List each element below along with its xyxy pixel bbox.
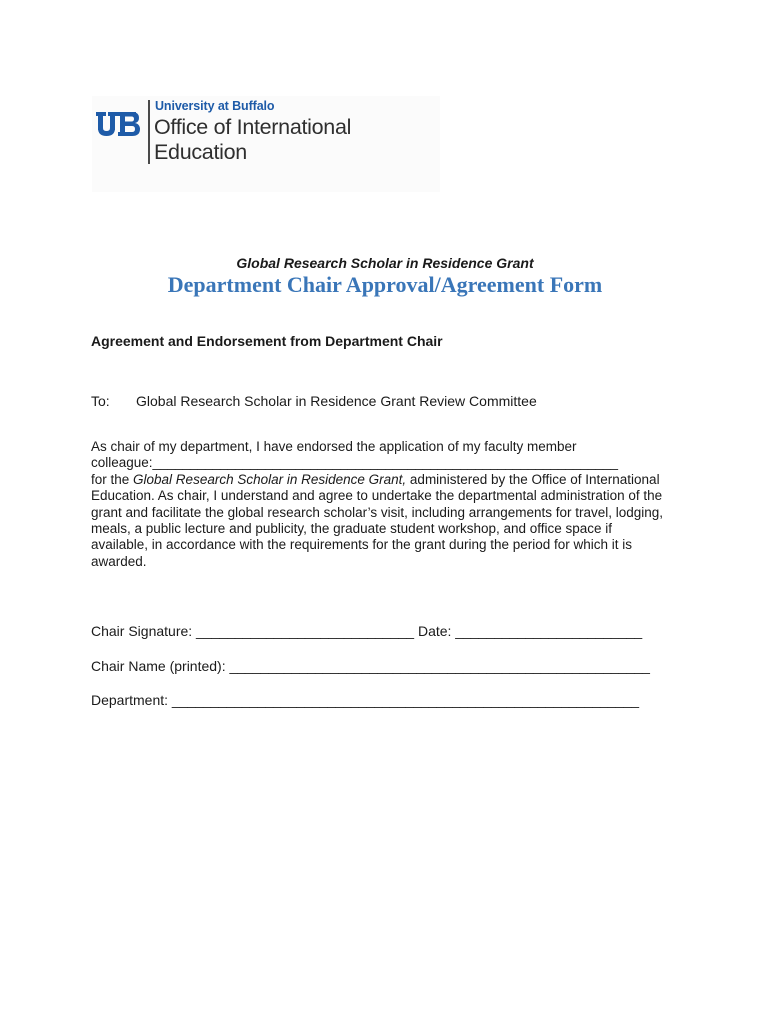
to-label: To: xyxy=(91,393,110,409)
chair-name-line: Chair Name (printed): ______________________________________________________ xyxy=(91,658,650,674)
paragraph-line: awarded. xyxy=(91,553,147,569)
ub-logo-icon xyxy=(96,110,142,140)
form-subtitle: Global Research Scholar in Residence Grant xyxy=(236,255,534,271)
logo-university-name: University at Buffalo xyxy=(155,99,275,113)
paragraph-line: meals, a public lecture and publicity, the graduate student workshop, and office space if xyxy=(91,521,613,537)
grant-name-italic: Global Research Scholar in Residence Grant, xyxy=(133,471,407,487)
paragraph-line: grant and facilitate the global research scholar’s visit, including arrangements for travel, lodging, xyxy=(91,504,664,520)
paragraph-line xyxy=(91,472,691,488)
colleague-blank-line: colleague:______________________________________________________________ xyxy=(91,455,619,471)
paragraph-text: for the xyxy=(91,471,134,487)
department-line: Department: ____________________________________________________________ xyxy=(91,692,640,708)
endorsement-paragraph xyxy=(91,439,691,570)
logo-divider xyxy=(148,100,150,164)
logo-office-line-2: Education xyxy=(154,140,247,164)
paragraph-line: As chair of my department, I have endorsed the application of my faculty member xyxy=(91,439,577,454)
section-heading: Agreement and Endorsement from Department Chair xyxy=(91,333,443,349)
paragraph-text: administered by the Office of International xyxy=(406,471,660,487)
ub-oie-logo xyxy=(92,96,440,192)
to-recipient: Global Research Scholar in Residence Grant Review Committee xyxy=(136,393,537,409)
chair-signature-date-line: Chair Signature: ____________________________ Date: ________________________ xyxy=(91,623,643,639)
logo-office-line-1: Office of International xyxy=(154,115,352,139)
paragraph-line: available, in accordance with the requirements for the grant during the period for which it is xyxy=(91,537,633,553)
form-title: Department Chair Approval/Agreement Form xyxy=(167,272,603,297)
paragraph-line: Education. As chair, I understand and agree to undertake the departmental administration of the xyxy=(91,488,663,504)
